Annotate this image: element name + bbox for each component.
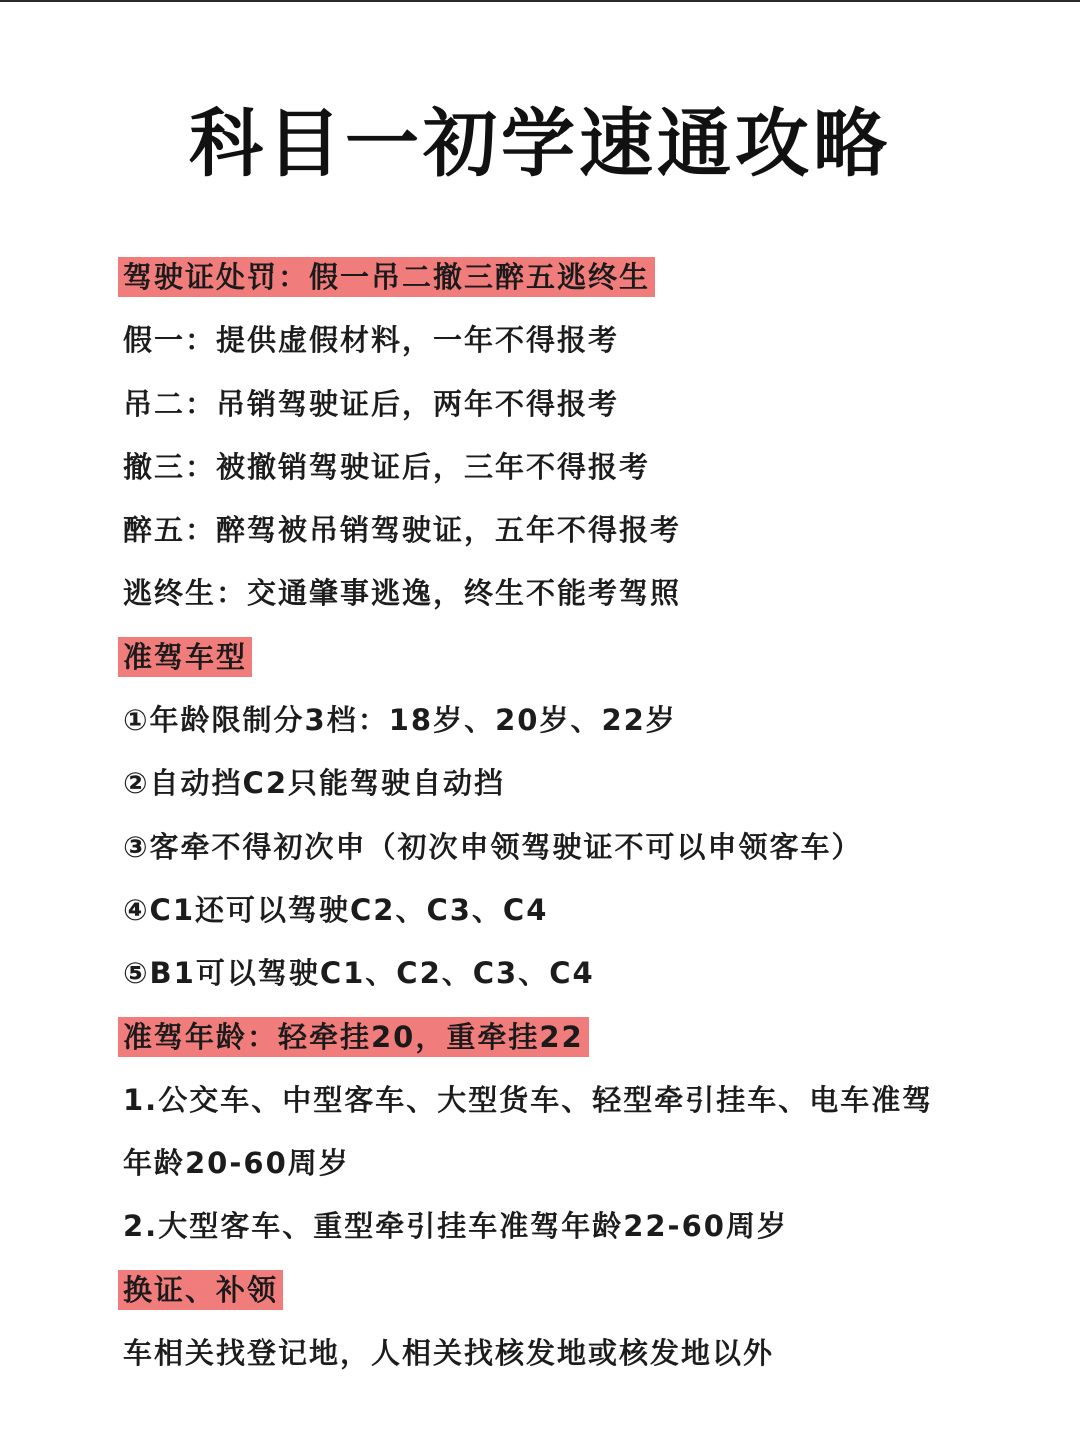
list-item: 2.大型客车、重型牵引挂车准驾年龄22-60周岁 (123, 1209, 788, 1244)
page-title: 科目一初学速通攻略 (189, 101, 891, 187)
list-item: ②自动挡C2只能驾驶自动挡 (123, 766, 506, 801)
section-heading: 驾驶证处罚：假一吊二撤三醉五逃终生 (118, 257, 655, 297)
list-item: ⑤B1可以驾驶C1、C2、C3、C4 (123, 956, 595, 991)
list-item: ①年龄限制分3档：18岁、20岁、22岁 (123, 703, 677, 738)
section-driving-age (118, 1006, 998, 1259)
list-item: ④C1还可以驾驶C2、C3、C4 (123, 892, 549, 927)
section-heading: 准驾车型 (118, 637, 252, 677)
section-license-renewal (118, 1259, 998, 1386)
list-item: 车相关找登记地，人相关找核发地或核发地以外 (123, 1336, 775, 1371)
list-item: 年龄20-60周岁 (123, 1146, 350, 1181)
section-heading: 准驾年龄：轻牵挂20，重牵挂22 (118, 1017, 589, 1057)
top-border (0, 0, 1080, 2)
list-item: 假一：提供虚假材料，一年不得报考 (123, 323, 620, 358)
list-item: 逃终生：交通肇事逃逸，终生不能考驾照 (123, 576, 682, 611)
content (118, 246, 998, 1385)
list-item: 撤三：被撤销驾驶证后，三年不得报考 (123, 449, 651, 484)
section-vehicle-types (118, 626, 998, 1006)
section-license-penalty (118, 246, 998, 626)
list-item: 吊二：吊销驾驶证后，两年不得报考 (123, 386, 620, 421)
list-item: 醉五：醉驾被吊销驾驶证，五年不得报考 (123, 513, 682, 548)
list-item: ③客牵不得初次申（初次申领驾驶证不可以申领客车） (123, 829, 863, 864)
list-item: 1.公交车、中型客车、大型货车、轻型牵引挂车、电车准驾 (123, 1082, 934, 1117)
section-heading: 换证、补领 (118, 1270, 283, 1310)
